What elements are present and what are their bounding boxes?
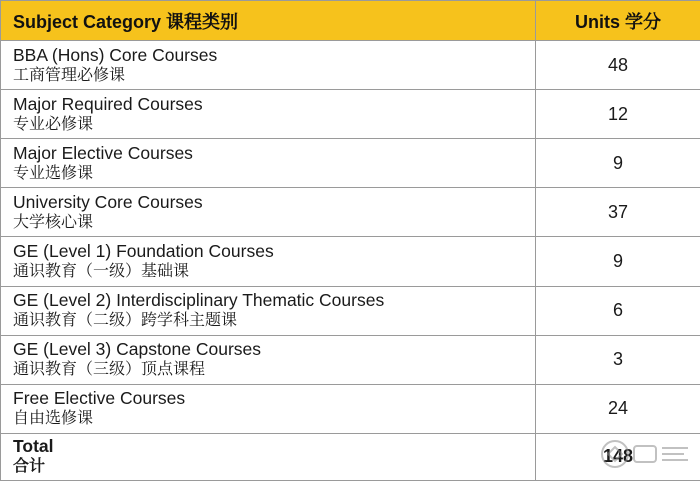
category-name-en: Major Elective Courses [13,142,193,163]
category-name-en: University Core Courses [13,191,203,212]
category-name-zh: 工商管理必修课 [13,66,126,84]
category-name-en: BBA (Hons) Core Courses [13,44,218,65]
column-header-units: Units 学分 [536,1,700,41]
total-label-zh: 合计 [13,458,46,476]
table-row [1,335,700,384]
category-name-zh: 通识教育（三级）顶点课程 [13,361,206,379]
units-value: 6 [536,286,700,335]
table-row [1,384,700,433]
table-row [1,237,700,286]
category-name-en: GE (Level 3) Capstone Courses [13,339,262,360]
category-cell [1,188,536,237]
units-value: 48 [536,41,700,90]
category-cell [1,286,536,335]
category-name-en: GE (Level 1) Foundation Courses [13,240,274,261]
units-value: 37 [536,188,700,237]
table-header-row [1,1,700,41]
category-name-zh: 大学核心课 [13,213,94,231]
table-row [1,90,700,139]
site-logo-watermark-icon [598,437,694,471]
category-cell [1,335,536,384]
category-cell [1,139,536,188]
category-name-zh: 通识教育（二级）跨学科主题课 [13,312,238,330]
category-name-zh: 通识教育（一级）基础课 [13,262,190,280]
units-value: 12 [536,90,700,139]
category-name-zh: 自由选修课 [13,410,94,428]
column-header-subject-category: Subject Category 课程类别 [1,1,536,41]
category-name-en: Major Required Courses [13,93,203,114]
category-name-zh: 专业必修课 [13,115,94,133]
category-name-en: GE (Level 2) Interdisciplinary Thematic Courses [13,290,385,311]
units-value: 24 [536,384,700,433]
units-value: 9 [536,237,700,286]
units-value: 3 [536,335,700,384]
category-cell [1,90,536,139]
category-cell [1,41,536,90]
total-label-en: Total [13,436,54,457]
table-row [1,188,700,237]
category-name-en: Free Elective Courses [13,388,186,409]
category-cell [1,237,536,286]
table-row [1,286,700,335]
category-name-zh: 专业选修课 [13,164,94,182]
total-label-cell [1,433,536,480]
total-units-value: 148 [536,433,700,480]
total-row [1,433,700,480]
table-row [1,139,700,188]
units-value: 9 [536,139,700,188]
table-row [1,41,700,90]
category-cell [1,384,536,433]
